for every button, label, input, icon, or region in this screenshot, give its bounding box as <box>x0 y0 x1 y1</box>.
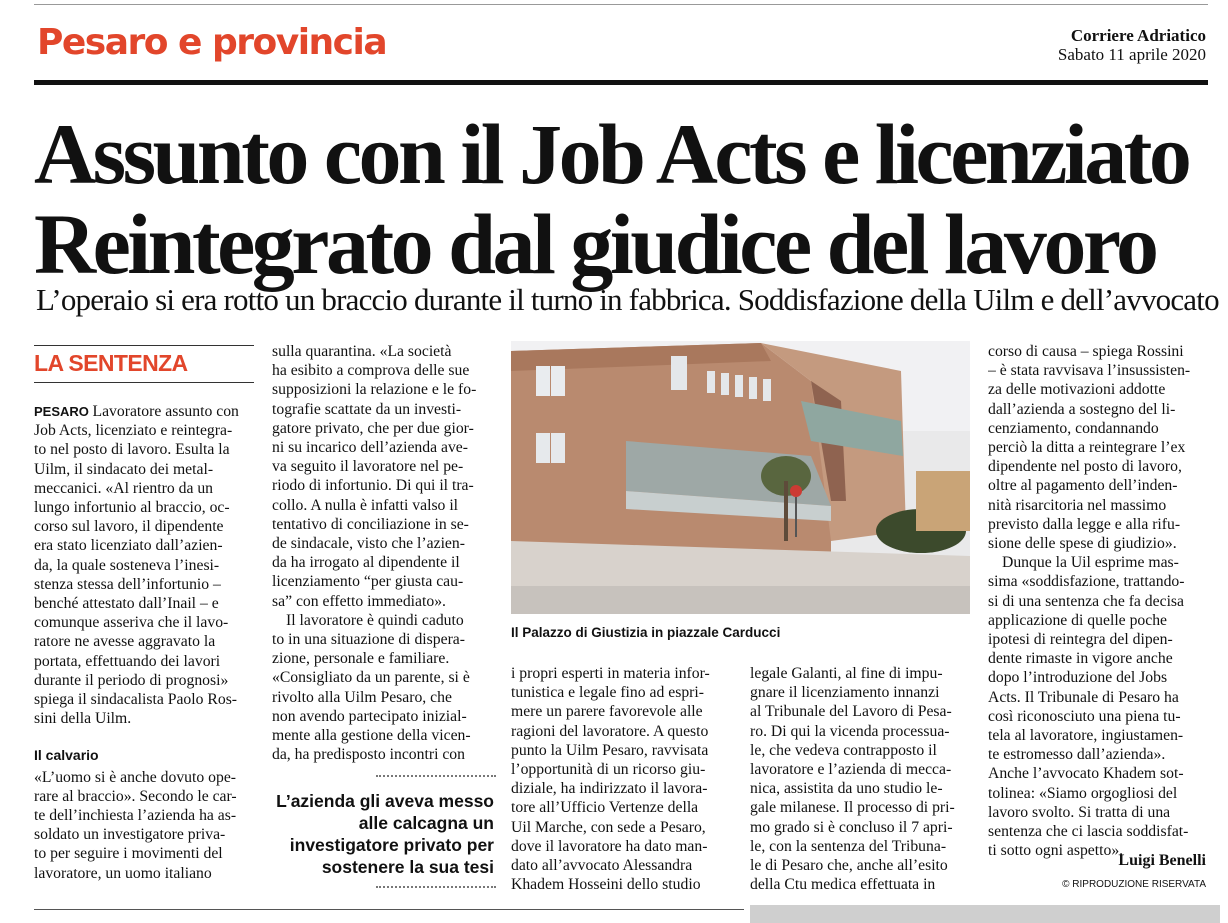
text-line: za delle motivazioni addotte <box>988 381 1166 399</box>
text-line: previsto dalla legge e alla rifu- <box>988 515 1181 533</box>
text-line: ti sotto ogni aspetto». <box>988 842 1124 860</box>
publication-date: Sabato 11 aprile 2020 <box>1057 45 1206 64</box>
text-line: to per seguire i movimenti del <box>34 845 223 863</box>
text-line: lavoratore e l’azienda di mecca- <box>750 761 952 779</box>
masthead <box>1058 26 1206 64</box>
text-line: corso di causa – spiega Rossini <box>988 343 1184 360</box>
text-line: ratore ne avesse aggravato la <box>34 633 216 651</box>
text-line: supposizioni la relazione e le fo- <box>272 381 477 399</box>
text-line: licenziamento “per giusta cau- <box>272 573 464 591</box>
text-line: «L’uomo si è anche dovuto ope- <box>34 768 237 786</box>
text-line: Uil Marche, con sede a Pesaro, <box>511 818 706 836</box>
text-line: de sindacale, visto che l’azien- <box>272 535 465 553</box>
text-line: lavoro svolto. Si tratta di una <box>988 803 1171 821</box>
text-line: Khadem Hosseini dello studio <box>511 876 701 894</box>
text-line: spiega il sindacalista Paolo Ros- <box>34 691 238 709</box>
text-line: gale milanese. Il processo di pri- <box>750 799 955 817</box>
text-line: lavoratore, un uomo italiano <box>34 864 212 882</box>
text-line: dato all’avvocato Alessandra <box>511 857 693 875</box>
text-line: tela al lavoratore, ingiustamen- <box>988 727 1184 745</box>
text-line: zione, personale e familiare. <box>272 650 450 668</box>
dateline: PESARO <box>34 404 93 419</box>
headline-line-1: Assunto con il Job Acts e licenziato <box>34 106 1189 202</box>
text-line: tunistica e legale fino ad espri- <box>511 684 704 702</box>
text-line: si di una sentenza che fa decisa <box>988 592 1185 610</box>
pullquote-rule-top <box>376 775 496 777</box>
top-rule <box>34 4 1208 5</box>
text-line: ipotesi di reintegra del dipen- <box>988 631 1173 649</box>
article-column-1 <box>34 402 254 883</box>
text-line: tolinea: «Siamo orgogliosi del <box>988 784 1178 802</box>
text-line: benché attestato dall’Inail – e <box>34 595 219 613</box>
text-line: non avendo partecipato inizial- <box>272 707 467 725</box>
text-line: applicazione di quelle poche <box>988 611 1168 629</box>
article-column-3 <box>511 664 733 894</box>
text-line: legale Galanti, al fine di impu- <box>750 665 943 682</box>
text-line: collo. A nulla è infatti valso il <box>272 496 459 514</box>
article-column-4 <box>750 664 972 894</box>
text-line: gatore privato, che per due gior- <box>272 419 474 437</box>
text-line: mere un parere favorevole alle <box>511 703 703 721</box>
text-line: perciò la ditta a reintegrare l’ex <box>988 439 1186 457</box>
text-line: lungo infortunio al braccio, oc- <box>34 499 230 517</box>
text-line: te estromesso dall’azienda». <box>988 746 1166 764</box>
text-line: Anche l’avvocato Khadem sot- <box>988 765 1184 783</box>
text-line: punto la Uilm Pesaro, ravvisata <box>511 741 709 759</box>
bottom-bar <box>750 905 1220 923</box>
article-column-2 <box>272 342 494 764</box>
text-line: comunque asseriva che il lavo- <box>34 614 229 632</box>
photo-caption: Il Palazzo di Giustizia in piazzale Carducci <box>511 625 781 640</box>
text-line: «Consigliato da un parente, si è <box>272 669 470 687</box>
text-line: te dell’inchiesta l’azienda ha as- <box>34 807 237 825</box>
pullquote: L’azienda gli aveva messo alle calcagna un investigatore privato per sostenere la sua tesi <box>276 791 494 877</box>
kicker-rule-bottom <box>34 382 254 383</box>
text-line: Uilm, il sindacato dei metal- <box>34 460 214 478</box>
text-line: Dunque la Uil esprime mas- <box>1002 554 1179 572</box>
text-line: rivolto alla Uilm Pesaro, che <box>272 688 452 706</box>
text-line: portata, effettuando dei lavori <box>34 652 221 670</box>
text-line: ro. Di qui la vicenda processua- <box>750 722 950 740</box>
text-line: tentativo di conciliazione in se- <box>272 515 469 533</box>
text-line: riodo di infortunio. Di qui il tra- <box>272 477 474 495</box>
text-line: tore all’Ufficio Vertenze della <box>511 799 699 817</box>
text-line: da, ha predisposto incontri con <box>272 746 465 764</box>
text-line: ha esibito a comprova delle sue <box>272 362 470 380</box>
header-rule <box>34 80 1208 85</box>
text-line: rare al braccio». Secondo le car- <box>34 787 237 805</box>
text-line: da, la quale sosteneva l’inesi- <box>34 556 220 574</box>
text-line: dall’azienda a sostegno del li- <box>988 400 1176 418</box>
text-line: tografie scattate da un investi- <box>272 400 462 418</box>
headline-line-2: Reintegrato dal giudice del lavoro <box>34 196 1156 292</box>
text-line: sima «soddisfazione, trattando- <box>988 573 1185 591</box>
text-line: della Ctu medica effettuata in <box>750 876 936 894</box>
text-line: stenza stessa dell’infortunio – <box>34 575 221 593</box>
text-line: le, con la sentenza del Tribuna- <box>750 837 947 855</box>
kicker: LA SENTENZA <box>34 350 188 376</box>
text-line: al Tribunale del Lavoro di Pesa- <box>750 703 952 721</box>
text-line: sulla quarantina. «La società <box>272 343 452 360</box>
text-line: così riconosciuto una piena tu- <box>988 707 1181 725</box>
text-line: sentenza che ci lascia soddisfat- <box>988 823 1189 841</box>
subheading: Il calvario <box>34 747 99 764</box>
kicker-rule-top <box>34 345 254 346</box>
text-line: l’opportunità di un ricorso giu- <box>511 761 706 779</box>
text-line: soldato un investigatore priva- <box>34 826 226 844</box>
section-title: Pesaro e provincia <box>37 22 387 63</box>
text-line: dove il lavoratore ha dato man- <box>511 837 708 855</box>
subtitle: L’operaio si era rotto un braccio durante il turno in fabbrica. Soddisfazione della Uilm e dell’avvocato <box>36 282 1219 317</box>
text-line: i propri esperti in materia infor- <box>511 665 710 682</box>
text-line: dipendente nel posto di lavoro, <box>988 458 1182 476</box>
courthouse-photo <box>511 341 970 614</box>
text-line: dopo l’introduzione del Jobs <box>988 669 1168 687</box>
text-line: mente alla gestione della vicen- <box>272 727 471 745</box>
text-line: era stato licenziato dall’azien- <box>34 537 223 555</box>
text-line: le, che vedeva contrapposto il <box>750 741 937 759</box>
author-signature: Luigi Benelli <box>1118 852 1206 869</box>
text-line: to nel posto di lavoro. Esulta la <box>34 441 230 459</box>
text-line: durante il periodo di prognosi» <box>34 671 229 689</box>
text-line: Il lavoratore è quindi caduto <box>286 611 464 629</box>
text-line: va seguito il lavoratore nel pe- <box>272 458 464 476</box>
text-line: gnare il licenziamento innanzi <box>750 684 940 702</box>
pullquote-rule-bottom <box>376 886 496 888</box>
bottom-rule <box>34 909 744 910</box>
text-line: diziale, ha indirizzato il lavora- <box>511 780 708 798</box>
newspaper-name: Corriere Adriatico <box>1070 26 1206 45</box>
text-line: mo grado si è concluso il 7 apri- <box>750 818 953 836</box>
article-column-5 <box>988 342 1208 860</box>
text-line: oltre al pagamento dell’inden- <box>988 477 1178 495</box>
text-line: Job Acts, licenziato e reintegra- <box>34 422 233 440</box>
text-line: meccanici. «Al rientro da un <box>34 479 214 497</box>
text-line: – è stata ravvisava l’insussisten- <box>988 362 1191 380</box>
text-line: dente rimaste in vigore anche <box>988 650 1173 668</box>
text-line: nica, assistita da uno studio le- <box>750 780 943 798</box>
copyright-notice: © RIPRODUZIONE RISERVATA <box>1062 879 1206 890</box>
text-line: nità risarcitoria nel massimo <box>988 496 1167 514</box>
text-line: cenziamento, condannando <box>988 419 1159 437</box>
text-line: Acts. Il Tribunale di Pesaro ha <box>988 688 1179 706</box>
text-line <box>34 402 254 421</box>
text-line: sione delle spese di giudizio». <box>988 535 1177 553</box>
text-line: corso sul lavoro, il dipendente <box>34 518 224 536</box>
text-line: sa” con effetto immediato». <box>272 592 446 610</box>
text-line: ragioni del lavoratore. A questo <box>511 722 709 740</box>
text-line: sini della Uilm. <box>34 710 132 728</box>
text-line: to in una situazione di dispera- <box>272 631 465 649</box>
text-line: le di Pesaro che, anche all’esito <box>750 857 948 875</box>
text-fragment: Lavoratore assunto con <box>92 403 239 420</box>
text-line: ni su incarico dell’azienda ave- <box>272 439 468 457</box>
text-line: da ha irrogato al dipendente il <box>272 554 460 572</box>
